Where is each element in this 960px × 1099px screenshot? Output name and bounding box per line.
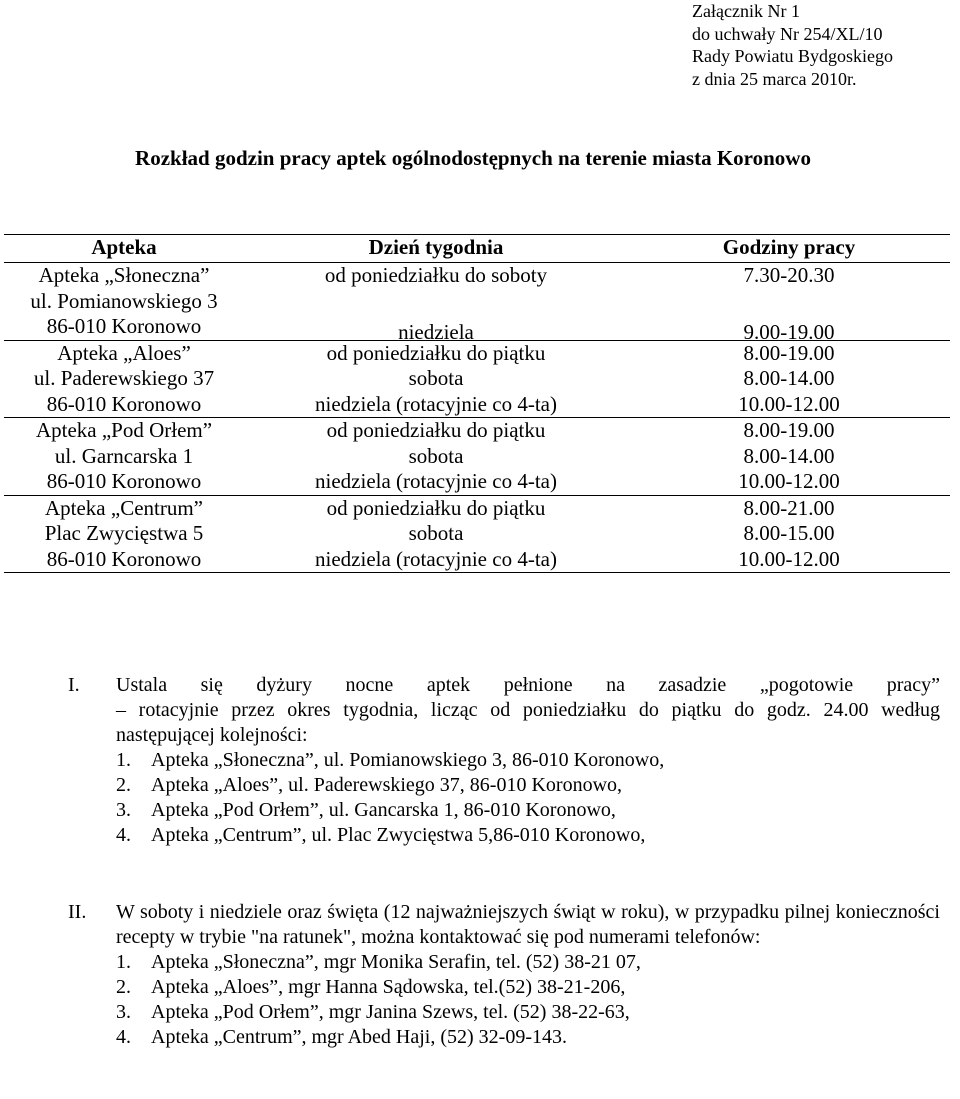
hours-line: 9.00-19.00 <box>743 320 835 344</box>
day-line: sobota <box>408 366 464 390</box>
pharmacy-cell <box>4 495 244 573</box>
day-line: niedziela (rotacyjnie co 4-ta) <box>315 469 557 493</box>
table-row <box>4 418 950 496</box>
pharmacy-hours-table <box>4 234 950 573</box>
hours-line: 8.00-15.00 <box>743 521 835 545</box>
hours-line: 8.00-21.00 <box>743 495 835 520</box>
hours-line: 7.30-20.30 <box>743 263 835 287</box>
list-item: 4. Apteka „Centrum”, mgr Abed Haji, (52) 32-09-143. <box>116 1026 568 1048</box>
days-cell <box>244 418 628 496</box>
header-line: Załącznik Nr 1 <box>692 1 800 21</box>
day-line: od poniedziałku do soboty <box>324 263 548 287</box>
section-text: W soboty i niedziele oraz święta (12 najważniejszych świąt w roku), w przypadku pilnej konieczności recepty w trybie "na ratunek", można kontaktować się pod numerami telefonów: <box>116 901 940 948</box>
pharmacy-name: Apteka „Pod Orłem” <box>35 418 213 442</box>
pharmacy-cell <box>4 263 244 341</box>
header-line: Rady Powiatu Bydgoskiego <box>692 46 893 66</box>
pharmacy-city: 86-010 Koronowo <box>46 314 202 338</box>
pharmacy-name: Apteka „Słoneczna” <box>38 263 210 287</box>
day-line: niedziela (rotacyjnie co 4-ta) <box>315 391 557 416</box>
header-line: z dnia 25 marca 2010r. <box>692 68 857 89</box>
section-number: I. <box>68 674 80 696</box>
section-intro-continuation: – rotacyjnie przez okres tygodnia, licząc od poniedziałku do piątku do godz. 24.00 według następującej kolejności: <box>116 699 940 746</box>
list-item: 2. Apteka „Aloes”, mgr Hanna Sądowska, tel.(52) 38-21-206, <box>116 976 626 998</box>
pharmacy-city: 86-010 Koronowo <box>46 469 202 493</box>
hours-line: 10.00-12.00 <box>738 546 840 571</box>
table-row <box>4 495 950 573</box>
emergency-contact-list <box>116 950 940 1050</box>
hours-line: 10.00-12.00 <box>738 391 840 416</box>
pharmacy-city: 86-010 Koronowo <box>46 546 202 571</box>
pharmacy-street: ul. Garncarska 1 <box>54 443 194 468</box>
day-line: od poniedziałku do piątku <box>326 495 546 520</box>
hours-line: 8.00-14.00 <box>743 443 835 468</box>
section-intro-line: Ustala się dyżury nocne aptek pełnione na zasadzie „pogotowie pracy” <box>116 674 940 696</box>
pharmacy-name: Apteka „Aloes” <box>57 340 191 365</box>
table-row <box>4 263 950 341</box>
hours-line: 8.00-14.00 <box>743 366 835 390</box>
pharmacy-name: Apteka „Centrum” <box>44 495 204 520</box>
hours-line: 8.00-19.00 <box>743 340 835 365</box>
days-cell <box>244 263 628 344</box>
list-item: 2. Apteka „Aloes”, ul. Paderewskiego 37, 86-010 Koronowo, <box>116 774 623 796</box>
list-item: 3. Apteka „Pod Orłem”, mgr Janina Szews, tel. (52) 38-22-63, <box>116 1001 630 1023</box>
column-header-day: Dzień tygodnia <box>244 235 628 263</box>
section-number: II. <box>68 901 87 923</box>
hours-cell <box>628 340 950 418</box>
list-item: 4. Apteka „Centrum”, ul. Plac Zwycięstwa 5,86-010 Koronowo, <box>116 824 646 846</box>
pharmacy-city: 86-010 Koronowo <box>46 391 202 416</box>
hours-line: 10.00-12.00 <box>738 469 840 493</box>
header-line: do uchwały Nr 254/XL/10 <box>692 23 883 44</box>
day-line: sobota <box>408 443 464 468</box>
night-duty-list <box>116 748 940 848</box>
hours-cell <box>628 495 950 573</box>
list-item: 1. Apteka „Słoneczna”, mgr Monika Serafin, tel. (52) 38-21 07, <box>116 951 641 973</box>
day-line: niedziela (rotacyjnie co 4-ta) <box>315 546 557 571</box>
days-cell <box>244 495 628 573</box>
day-line: sobota <box>408 521 464 545</box>
days-cell <box>244 340 628 418</box>
column-header-hours: Godziny pracy <box>628 235 950 263</box>
table-row <box>4 340 950 418</box>
day-line: niedziela <box>398 320 474 344</box>
hours-cell <box>628 418 950 496</box>
section-night-duty <box>70 673 940 848</box>
day-line: od poniedziałku do piątku <box>326 340 546 365</box>
list-item: 3. Apteka „Pod Orłem”, ul. Gancarska 1, 86-010 Koronowo, <box>116 799 616 821</box>
day-line: od poniedziałku do piątku <box>326 418 546 442</box>
column-header-pharmacy: Apteka <box>4 235 244 263</box>
hours-cell <box>628 263 950 344</box>
table-header-row <box>4 235 950 263</box>
pharmacy-street: ul. Pomianowskiego 3 <box>30 288 218 313</box>
pharmacy-street: ul. Paderewskiego 37 <box>33 366 215 390</box>
pharmacy-cell <box>4 340 244 418</box>
hours-line: 8.00-19.00 <box>743 418 835 442</box>
pharmacy-street: Plac Zwycięstwa 5 <box>44 521 204 545</box>
list-item: 1. Apteka „Słoneczna”, ul. Pomianowskiego 3, 86-010 Koronowo, <box>116 749 665 771</box>
pharmacy-cell <box>4 418 244 496</box>
attachment-header <box>692 0 893 90</box>
document-title: Rozkład godzin pracy aptek ogólnodostępnych na terenie miasta Koronowo <box>135 146 811 170</box>
section-emergency-contacts <box>70 900 940 1050</box>
